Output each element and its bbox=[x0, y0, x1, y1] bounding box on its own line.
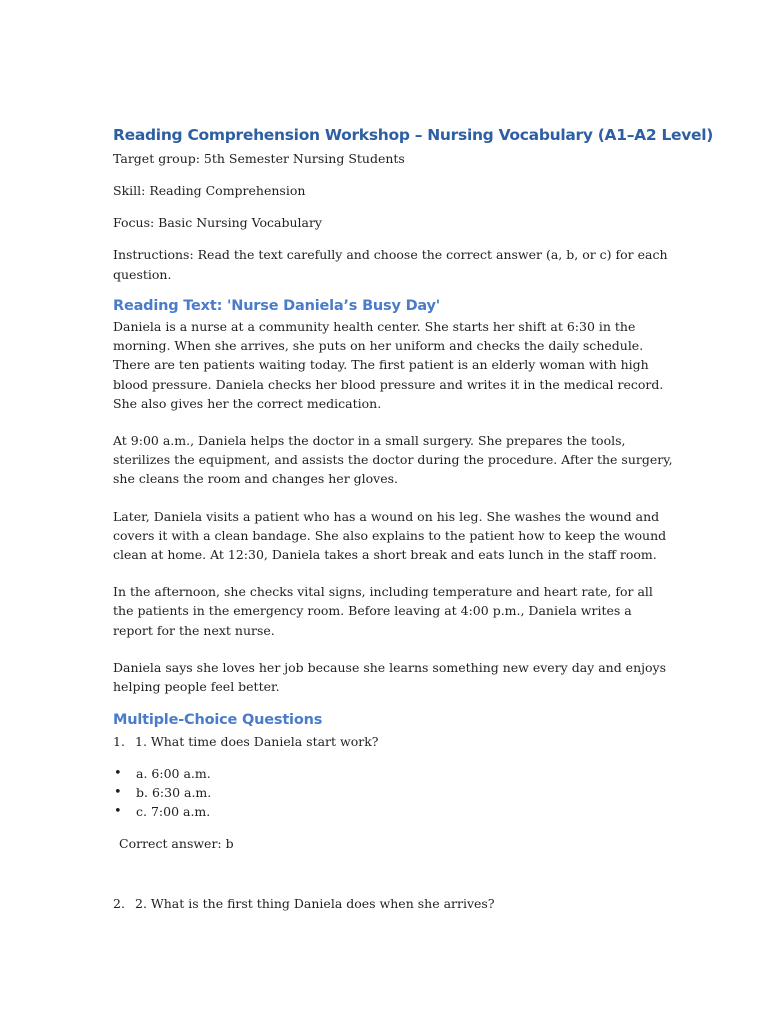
question-item bbox=[113, 894, 673, 914]
skill-line: Skill: Reading Comprehension bbox=[113, 183, 306, 198]
answer-option-text: a. 6:00 a.m. bbox=[136, 765, 211, 781]
answer-option bbox=[113, 783, 673, 802]
reading-text-body bbox=[113, 317, 673, 696]
multiple-choice-heading: Multiple-Choice Questions bbox=[113, 712, 323, 729]
answer-option bbox=[113, 764, 673, 783]
reading-paragraph: Later, Daniela visits a patient who has a wound on his leg. She washes the wound and covers it with a clean bandage. She also explains to the patient how to keep the wound clean at home. At 12:30, Daniela takes a short break and eats lunch in the staff room. bbox=[113, 508, 667, 563]
question-text: 1. What time does Daniela start work? bbox=[135, 734, 379, 750]
question-text: 2. What is the first thing Daniela does when she arrives? bbox=[135, 895, 495, 911]
correct-answer: Correct answer: b bbox=[119, 836, 234, 852]
focus-line: Focus: Basic Nursing Vocabulary bbox=[113, 215, 322, 230]
bullet-icon: • bbox=[114, 784, 122, 800]
document-page bbox=[113, 124, 714, 913]
reading-paragraph: Daniela says she loves her job because she learns something new every day and enjoys helping people feel better. bbox=[113, 659, 666, 695]
bullet-icon: • bbox=[114, 765, 122, 781]
bullet-icon: • bbox=[114, 804, 122, 820]
question-item bbox=[113, 732, 673, 752]
reading-paragraph: At 9:00 a.m., Daniela helps the doctor in a small surgery. She prepares the tools, sterilizes the equipment, and assists the doctor during the procedure. After the surgery, she cleans the room and changes her gloves. bbox=[113, 433, 673, 487]
reading-paragraph: Daniela is a nurse at a community health center. She starts her shift at 6:30 in the morning. When she arrives, she puts on her uniform and checks the daily schedule. There are ten patients waiting today. The first patient is an elderly woman with high blood pressure. Daniela checks her blood pressure and writes it in the medical record. She also gives her the correct medication. bbox=[113, 319, 664, 411]
target-group-line: Target group: 5th Semester Nursing Students bbox=[113, 151, 405, 166]
question-number: 2. bbox=[113, 895, 125, 911]
answer-option bbox=[113, 802, 673, 821]
answer-option-text: b. 6:30 a.m. bbox=[136, 784, 212, 800]
document-title: Reading Comprehension Workshop – Nursing Vocabulary (A1–A2 Level) bbox=[113, 126, 714, 144]
reading-paragraph: In the afternoon, she checks vital signs, including temperature and heart rate, for all the patients in the emergency room. Before leaving at 4:00 p.m., Daniela writes a report for the next nurse. bbox=[113, 584, 653, 638]
instructions-line: Instructions: Read the text carefully and choose the correct answer (a, b, or c) for each question. bbox=[113, 247, 668, 282]
answer-options-list bbox=[113, 764, 673, 822]
question-number: 1. bbox=[113, 734, 125, 750]
answer-option-text: c. 7:00 a.m. bbox=[136, 804, 211, 820]
reading-text-heading: Reading Text: 'Nurse Daniela’s Busy Day' bbox=[113, 298, 441, 314]
